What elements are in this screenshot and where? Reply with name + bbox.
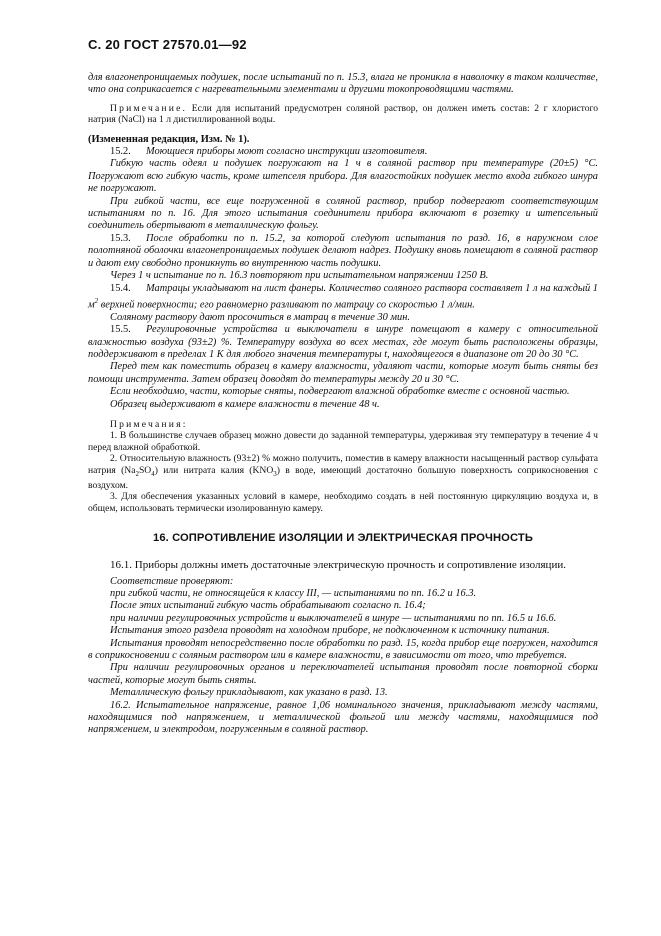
paragraph: После этих испытаний гибкую часть обрабатывают согласно п. 16.4;: [110, 600, 426, 612]
paragraph-15-5: [88, 324, 598, 361]
notes-label: Примечания:: [110, 419, 188, 431]
clause-text: Моющиеся приборы моют согласно инструкции изготовителя.: [146, 146, 428, 158]
paragraph: Соляному раствору дают просочиться в матрац в течение 30 мин.: [110, 311, 411, 323]
paragraph: Испытания проводят непосредственно после обработки по разд. 15, когда прибор еще погружен, находится в соприкосновении с соляным раствором или в камере влажности, в зависимости от того, что требуется.: [88, 637, 598, 662]
paragraph: Гибкую часть одеял и подушек погружают на 1 ч в соляной раствор при температуре (20±5) °С. Погружают всю гибкую часть, кроме штепселя прибора. Для влагостойких подушек место входа гибкого шнура не погружают.: [88, 158, 598, 195]
note-text: 2. Относительную влажность (93±2) % можно получить, поместив в камеру влажности насыщенный раствор сульфата натрия (Na: [88, 453, 598, 476]
page-header: С. 20 ГОСТ 27570.01—92: [88, 37, 247, 52]
paragraph-16-2: 16.2. Испытательное напряжение, равное 1,06 номинального значения, прикладывают между частями, находящимися под напряжением, и металлической фольгой или между частями, находящимися под напряжением, и электродом, погруженным в соляной раствор.: [88, 699, 598, 736]
paragraph: при гибкой части, не относящейся к классу III, — испытаниями по пп. 16.2 и 16.3.: [110, 588, 477, 599]
paragraph: При гибкой части, все еще погруженной в соляной раствор, прибор подвергают соответствующим испытаниям по п. 16. Для этого испытания соединители прибора включают в розетку и штепсельный соединитель обертывают в металлическую фольгу.: [88, 195, 598, 232]
note-text: Если для испытаний предусмотрен соляной раствор, он должен иметь состав: 2 г хлористого натрия (NaCl) на 1 л дистиллированной воды.: [88, 102, 598, 126]
paragraph: Соответствие проверяют:: [110, 575, 234, 587]
note-text: SO: [138, 464, 152, 476]
clause-number: 15.2.: [110, 146, 131, 158]
subscript: 3: [273, 469, 277, 478]
note-text: ) в воде, имеющий достаточно большую поверхность соприкосновения с воздухом.: [88, 464, 598, 491]
paragraph: Если необходимо, части, которые сняты, подвергают влажной обработке вместе с основной частью.: [110, 386, 570, 398]
note-label: Примечание.: [110, 102, 188, 114]
superscript: 2: [94, 296, 99, 305]
paragraph-15-4: [88, 283, 598, 312]
clause-number: 15.5.: [110, 324, 131, 336]
subscript: 4: [151, 469, 155, 478]
clause-text: Матрацы укладывают на лист фанеры. Количество соляного раствора составляет 1 л на каждый 1 м: [88, 282, 598, 311]
section-title: 16. СОПРОТИВЛЕНИЕ ИЗОЛЯЦИИ И ЭЛЕКТРИЧЕСКАЯ ПРОЧНОСТЬ: [153, 532, 533, 545]
paragraph: Металлическую фольгу прикладывают, как указано в разд. 13.: [110, 687, 388, 699]
clause-number: 15.4.: [110, 282, 131, 294]
paragraph-15-3: [88, 233, 598, 270]
paragraph-16-1: 16.1. Приборы должны иметь достаточные электрическую прочность и сопротивление изоляции.: [110, 558, 566, 571]
note-item: [88, 453, 598, 491]
revision-note: (Измененная редакция, Изм. № 1).: [88, 133, 250, 145]
paragraph: Испытания этого раздела проводят на холодном приборе, не подключенном к источнику питания.: [110, 625, 550, 637]
clause-text: верхней поверхности; его равномерно разливают по матрацу со скоростью 1 л/мин.: [98, 299, 475, 311]
paragraph-15-2: [88, 146, 598, 158]
paragraph: Образец выдерживают в камере влажности в течение 48 ч.: [110, 398, 380, 410]
paragraph: Через 1 ч испытание по п. 16.3 повторяют при испытательном напряжении 1250 В.: [110, 270, 489, 282]
document-body: [88, 72, 598, 737]
paragraph: При наличии регулировочных органов и переключателей испытания проводят после повторной сборки частей, которые могут быть сняты.: [88, 662, 598, 686]
paragraph: при наличии регулировочных устройств и выключателей в шнуре — испытаниями по пп. 16.5 и 16.6.: [110, 612, 557, 624]
note-item: 3. Для обеспечения указанных условий в камере, необходимо создать в ней постоянную циркуляцию воздуха и, в общем, использовать термически изолированную камеру.: [88, 491, 598, 514]
paragraph: Перед тем как поместить образец в камеру влажности, удаляют части, которые могут быть сняты без помощи инструмента. Затем образец доводят до температуры между 20 и 30 °С.: [88, 361, 598, 385]
note-text: ) или нитрата калия (KNO: [154, 464, 274, 476]
note: [88, 103, 598, 126]
clause-text: Регулировочные устройства и выключатели в шнуре помещают в камеру с относительной влажностью воздуха (93±2) %. Температуру воздуха во всех местах, где могут быть расположены образцы, поддерживают в пределах 1 К для любого значения температуры t, находящегося в диапазоне от 20 до 30 °С.: [88, 324, 598, 360]
clause-number: 15.3.: [110, 232, 131, 244]
subscript: 2: [135, 469, 139, 478]
clause-text: После обработки по п. 15.2, за которой следуют испытания по разд. 16, в наружном слое полотняной оболочки влагонепроницаемых подушек делают надрез. Подушку вновь помещают в соляной раствор и дают ему свободно проникнуть во внутреннюю часть подушки.: [88, 232, 598, 269]
paragraph: для влагонепроницаемых подушек, после испытаний по п. 15.3, влага не проникла в наволочку в таком количестве, что она соприкасается с нагревательными элементами и другими токопроводящими частями.: [88, 72, 598, 96]
note-item: 1. В большинстве случаев образец можно довести до заданной температуры, удерживая эту температуру в течение 4 ч перед влажной обработкой.: [88, 430, 598, 453]
